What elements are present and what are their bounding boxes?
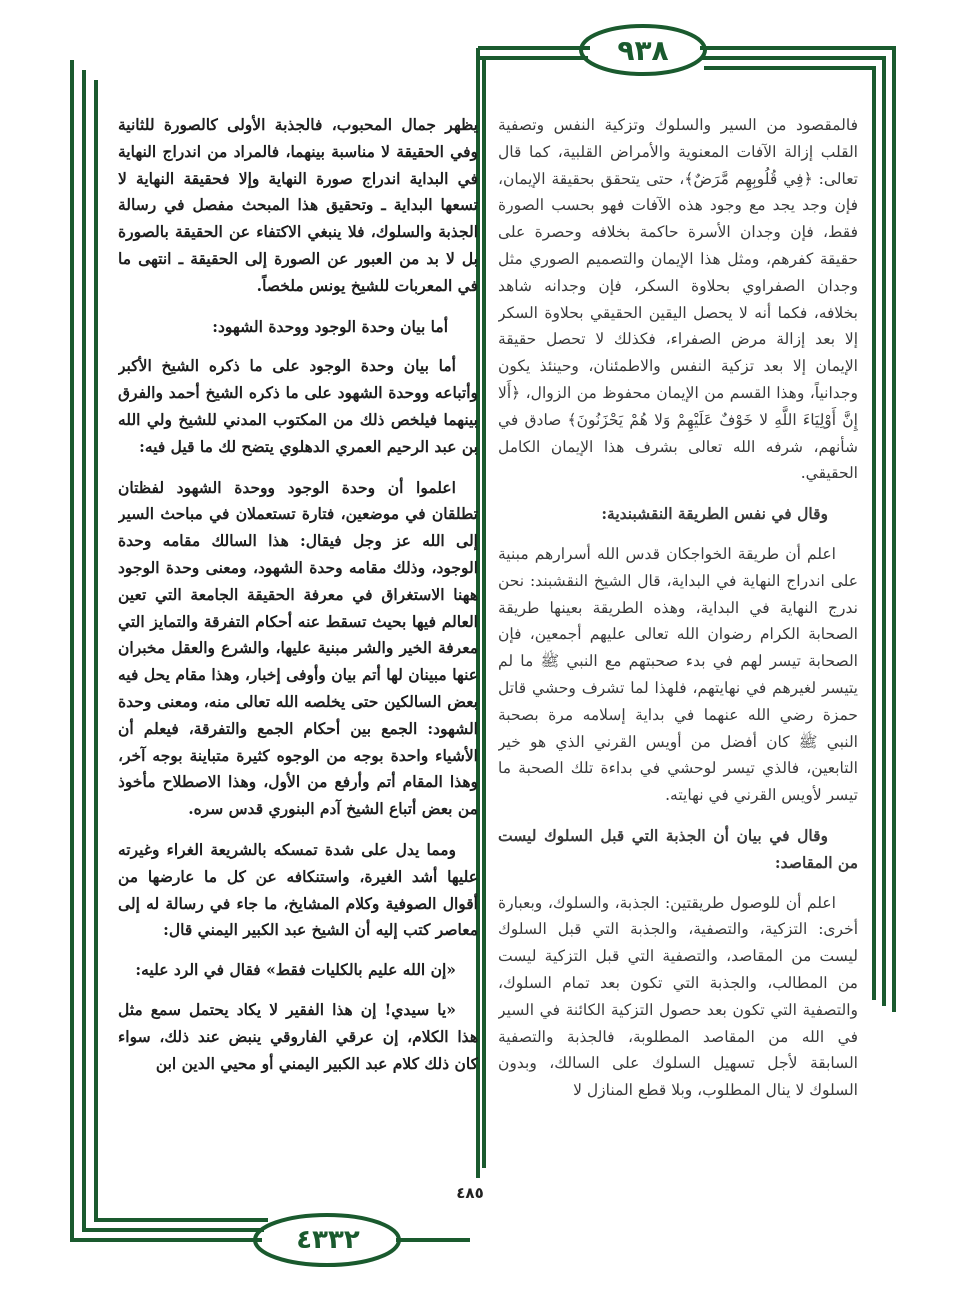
paragraph: اعلموا أن وحدة الوجود ووحدة الشهود لفظتان تطلقان في موضعين، فتارة تستعملان في مباحث السير إلى الله عز وجل فيقال: هذا السالك مقامه وحدة الوجود، وذلك مقامه وحدة الشهود، ومعنى وحدة الوجود ههنا الاستغراق في معرفة الحقيقة الجامعة التي تعين العالم فيها بحيث تسقط عنه أحكام التفرقة والتمايز التي معرفة الخير والشر مبنية عليها، والشرع والعقل مخبران عنها مبينان لها أتم بيان وأوفى إخبار، وهذا مقام يحل فيه بعض السالكين حتى يخلصه الله تعالى منه، ومعنى وحدة الشهود: الجمع بين أحكام الجمع والتفرقة، فيعلم أن الأشياء واحدة بوجه من الوجوه كثيرة متباينة بوجه آخر، وهذا المقام أتم وأرفع من الأول، وهذا الاصطلاح مأخوذ من بعض أتباع الشيخ آدم البنوري قدس سره. [118, 477, 478, 819]
page-number-top: ٩٣٨ [617, 33, 669, 67]
section-heading: أما بيان وحدة الوجود ووحدة الشهود: [212, 316, 448, 336]
page-number-middle: ٤٨٥ [456, 1184, 484, 1202]
paragraph: ومما يدل على شدة تمسكه بالشريعة الغراء وغيرته عليها أشد الغيرة، واستنكافه عن كل ما عارضها من أقوال الصوفية وكلام المشايخ، ما جاء في رسالة له إلى معاصر كتب إليه أن الشيخ عبد الكبير اليمني قال: [118, 839, 478, 940]
left-text-column [118, 112, 478, 1172]
paragraph: اعلم أن طريقة الخواجكان قدس الله أسرارهم مبنية على اندراج النهاية في البداية، قال الشيخ النقشبند: نحن ندرج النهاية في البداية، وهذه الطريقة بعينها طريقة الصحابة الكرام رضوان الله تعالى عليهم أجمعين، فإن الصحابة تيسر لهم في بدء صحبتهم مع النبي ﷺ ما لم يتيسر لغيرهم في نهايتهم، فلهذا لما تشرف وحشي قاتل حمزة رضي الله عنهما في بداية إسلامه مرة بصحبة النبي ﷺ كان أفضل من أويس القرني الذي هو خير التابعين، فالذي تيسر لوحشي في بداءة تلك الصحبة ما تيسر لأويس القرني في نهايته. [498, 544, 858, 805]
paragraph: اعلم أن للوصول طريقتين: الجذبة، والسلوك، وبعبارة أخرى: التزكية، والتصفية، والجذبة التي قبل السلوك ليست من المقاصد، والتصفية التي قبل التزكية ليست من المطالب، والجذبة التي تكون بعد تمام السلوك، والتصفية التي تكون بعد حصول التزكية الكائنة في السير في الله من المقاصد المطلوبة، فالجذبة والتصفية السابقة لأجل تسهيل السلوك على السالك، وبدون السلوك لا ينال المطلوب، وبلا قطع المنازل لا [498, 893, 858, 1100]
quote-line: «إن الله عليم بالكليات فقط» فقال في الرد عليه: [135, 960, 456, 980]
paragraph: يظهر جمال المحبوب، فالجذبة الأولى كالصورة للثانية وفي الحقيقة لا مناسبة بينهما، فالمراد من اندراج النهاية في البداية اندراج صورة النهاية وإلا فحقيقة النهاية لا تسعها البداية ـ وتحقيق هذا المبحث مفصل في رسالة الجذبة والسلوك، فلا ينبغي الاكتفاء عن الحقيقة بالصورة بل لا بد من العبور عن الصورة إلى الحقيقة ـ انتهى ما في المعربات للشيخ يونس ملخصاً. [118, 115, 478, 295]
section-heading: وقال في بيان أن الجذبة التي قبل السلوك ليست من المقاصد: [498, 825, 858, 872]
paragraph: فالمقصود من السير والسلوك وتزكية النفس وتصفية القلب إزالة الآفات المعنوية والأمراض القلبية، كما قال تعالى: ﴿فِي قُلُوبِهِم مَّرَضٌ﴾، حتى يتحقق بحقيقة الإيمان، فإن وجد يجد مع وجود هذه الآفات فهو بحسب الصورة فقط، فإن وجدان الأسرة حاكمة بخلافه وحصرة على حقيقة كفرهم، ومثل هذا الإيمان والتصميم الصوري مثل وجدان الصفراوي بحلاوة السكر، فإن وجدانه شاهد بخلافه، فكما أنه لا يحصل اليقين الحقيقي بحلاوة السكر إلا بعد إزالة مرض الصفراء، فكذلك لا تحصل حقيقة الإيمان إلا بعد تزكية النفس والاطمئنان، وحينئذ يكون وجدانياً، وهذا القسم من الإيمان محفوظ من الزوال، ﴿أَلا إِنَّ أَوْلِيَاءَ اللَّهِ لا خَوْفٌ عَلَيْهِمْ وَلا هُمْ يَحْزَنُونَ﴾ صادق في شأنهم، شرفه الله تعالى بشرف هذا الإيمان الكامل الحقيقي. [498, 116, 858, 483]
quote-paragraph: «يا سيدي! إن هذا الفقير لا يكاد يحتمل سمع مثل هذا الكلام، إن عرقي الفاروقي ينبض عند ذلك، سواء كان ذلك كلام عبد الكبير اليمني أو محيي الدين ابن [118, 999, 478, 1073]
paragraph: أما بيان وحدة الوجود على ما ذكره الشيخ الأكبر وأتباعه ووحدة الشهود على ما ذكره الشيخ أحمد والفرق بينهما فيلخص ذلك من المكتوب المدني للشيخ ولي الله بن عبد الرحيم العمري الدهلوي يتضح لك ما قيل فيه: [118, 356, 478, 456]
section-heading: وقال في نفس الطريقة النقشبندية: [601, 504, 828, 524]
page-number-bottom: ٤٣٣٢ [296, 1225, 360, 1255]
right-text-column [498, 112, 858, 1172]
